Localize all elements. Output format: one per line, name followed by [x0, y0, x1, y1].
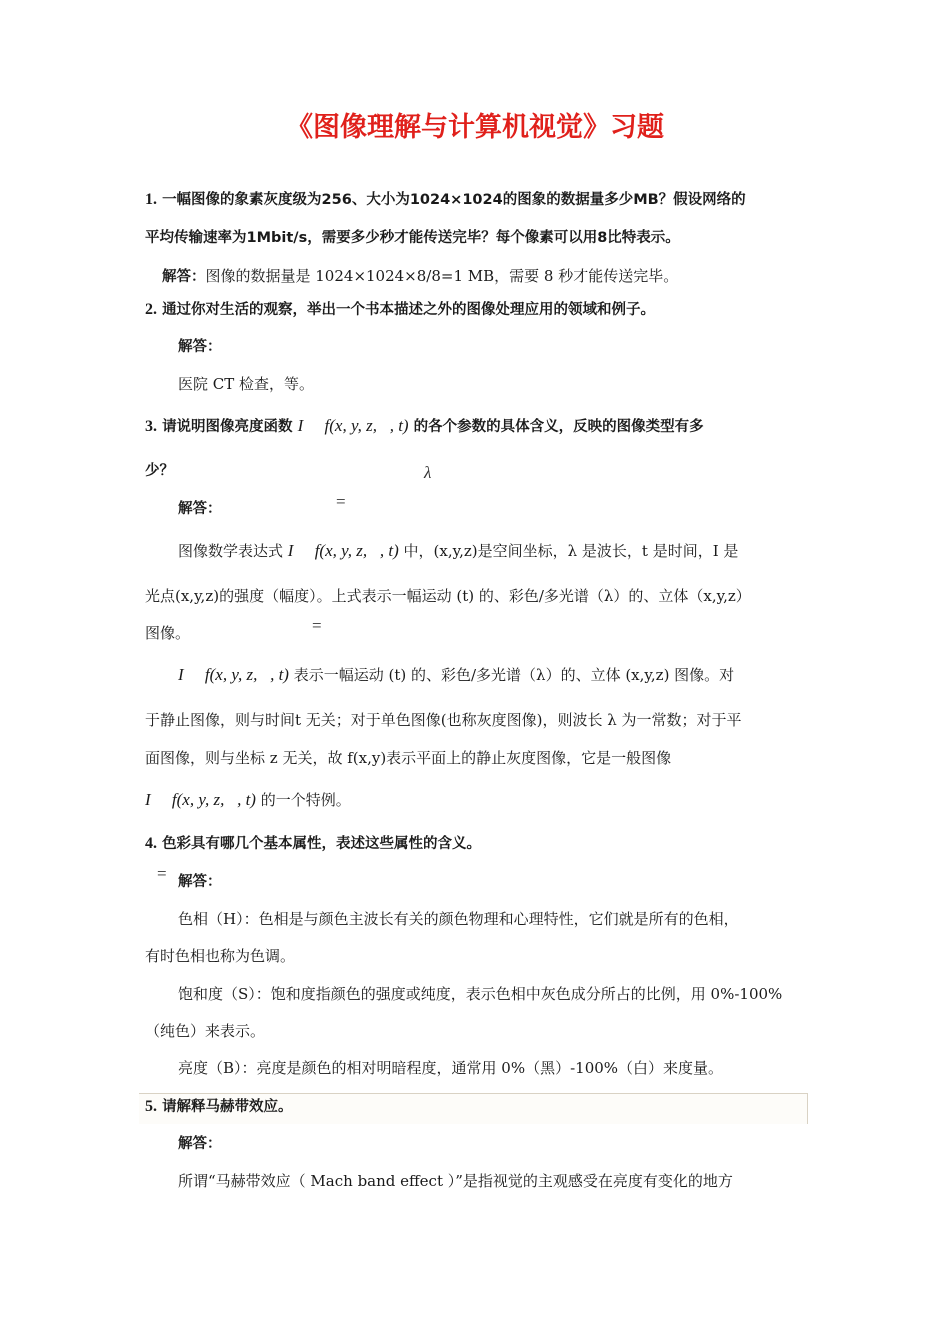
question-3-text-b: 的各个参数的具体含义，反映的图像类型有多 [413, 419, 704, 435]
special-case-text: 的一个特例。 [260, 791, 351, 809]
brightness-formula: I f(x, y, z, , t) [287, 541, 399, 560]
question-5 [145, 1097, 293, 1117]
question-3-answer-p4 [178, 665, 734, 685]
question-1-number: 1. [145, 191, 157, 208]
question-3-answer-p7 [145, 790, 351, 810]
brightness-line: 亮度（B）：亮度是颜色的相对明暗程度，通常用 0%（黑）-100%（白）来度量。 [178, 1059, 724, 1077]
question-3-answer-p6: 面图像，则与坐标 z 无关，故 f(x,y)表示平面上的静止灰度图像，它是一般图像 [145, 749, 672, 767]
question-5-answer-text: 所谓“马赫带效应（ Mach band effect ）”是指视觉的主观感受在亮度有变化的地方 [178, 1172, 733, 1190]
question-2-text: 通过你对生活的观察，举出一个书本描述之外的图像处理应用的领域和例子。 [162, 302, 656, 318]
question-3-text-a: 请说明图像亮度函数 [162, 419, 293, 435]
question-1-line-1 [145, 190, 746, 210]
saturation-line-1: 饱和度（S）：饱和度指颜色的强度或纯度，表示色相中灰色成分所占的比例，用 0%-100% [178, 985, 783, 1003]
question-1-answer [162, 266, 678, 287]
hue-line-2: 有时色相也称为色调。 [145, 947, 296, 965]
saturation-line-2: （纯色）来表示。 [145, 1022, 266, 1040]
question-3-number: 3. [145, 418, 157, 435]
formula-meaning: 表示一幅运动 (t) 的、彩色/多光谱（λ）的、立体 (x,y,z) 图像。对 [293, 666, 735, 684]
question-2 [145, 300, 655, 320]
brightness-formula: I f(x, y, z, , t) [145, 790, 256, 809]
question-3-line-1 [145, 416, 704, 437]
question-3-answer-p5: 于静止图像，则与时间t 无关；对于单色图像(也称灰度图像)，则波长 λ 为一常数；对于平 [145, 711, 742, 729]
answer-label: 解答： [178, 339, 222, 355]
question-2-number: 2. [145, 301, 157, 318]
answer-text: 图像的数据量是 1024×1024×8/8=1 MB，需要 8 秒才能传送完毕。 [205, 267, 679, 285]
brightness-formula: I f(x, y, z, , t) [297, 416, 409, 435]
lambda-symbol: λ [424, 463, 432, 482]
answer-label: 解答： [178, 1136, 222, 1152]
question-3-line-2: 少？ [145, 463, 174, 479]
question-5-text: 请解释马赫带效应。 [162, 1099, 293, 1115]
answer-label: 解答： [178, 874, 222, 890]
equals-symbol: = [336, 492, 346, 511]
question-5-number: 5. [145, 1098, 157, 1115]
answer-label: 解答： [162, 269, 206, 285]
page-title: 《图像理解与计算机视觉》习题 [286, 112, 664, 143]
question-4-text: 色彩具有哪几个基本属性，表述这些属性的含义。 [162, 836, 482, 852]
answer-label: 解答： [178, 501, 222, 517]
question-4 [145, 834, 481, 854]
expr-explanation: 中，(x,y,z)是空间坐标，λ 是波长，t 是时间，I 是 [403, 542, 739, 560]
hue-line-1: 色相（H）：色相是与颜色主波长有关的颜色物理和心理特性，它们就是所有的色相， [178, 910, 739, 928]
question-3-answer-p3: 图像。 [145, 624, 191, 642]
question-4-number: 4. [145, 835, 157, 852]
expr-intro: 图像数学表达式 [178, 542, 284, 560]
question-2-answer-text: 医院 CT 检查，等。 [178, 375, 315, 393]
question-1-text-line-1: 一幅图像的象素灰度级为256、大小为1024×1024的图象的数据量多少MB？假设网络的 [162, 192, 746, 208]
question-1-text-line-2: 平均传输速率为1Mbit/s，需要多少秒才能传送完毕？每个像素可以用8比特表示。 [145, 230, 680, 246]
question-3-answer-p1 [178, 541, 738, 561]
equals-symbol: = [312, 616, 322, 635]
question-3-answer-p2: 光点(x,y,z)的强度（幅度）。上式表示一幅运动 (t) 的、彩色/多光谱（λ）的、立体（x,y,z） [145, 587, 751, 605]
equals-symbol: = [157, 864, 167, 883]
brightness-formula: I f(x, y, z, , t) [178, 665, 289, 684]
